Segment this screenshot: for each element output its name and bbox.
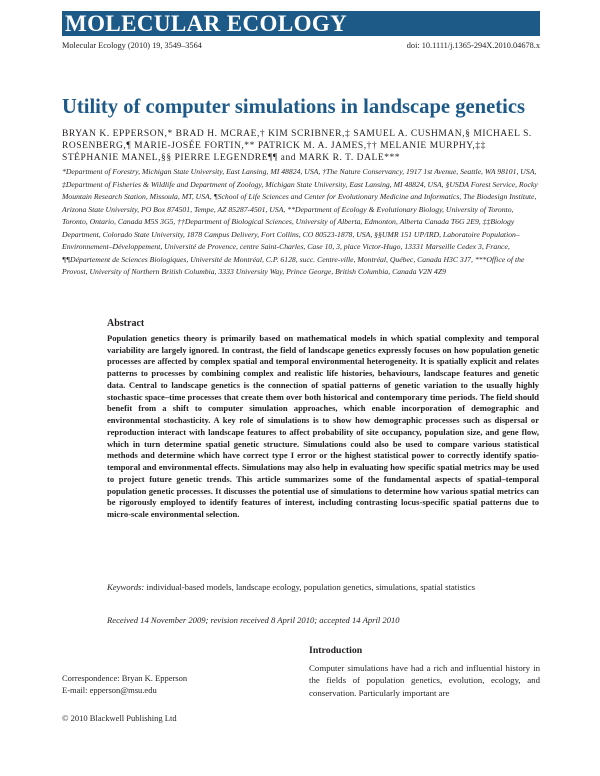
introduction-text: Computer simulations have had a rich and influential history in the fields of population genetics, evolution, ecology, and conservation. Particularly important are <box>309 663 540 698</box>
affiliations: *Department of Forestry, Michigan State University, East Lansing, MI 48824, USA, †The Nature Conservancy, 1917 1st Avenue, Seattle, WA 98101, USA, ‡Department of Fisheries & Wildlife and Department of Zoology, Michigan State University, East Lansing, MI 48824, USA, §USDA Forest Service, Rocky Mountain Research Station, Missoula, MT, USA, ¶School of Life Sciences and Center for Evolutionary Medicine and Informatics, The Biodesign Institute, Arizona State University, PO Box 874501, Tempe, AZ 85287-4501, USA, **Department of Ecology & Evolutionary Biology, University of Toronto, Toronto, Ontario, Canada M5S 3G5, ††Department of Biological Sciences, University of Alberta, Edmonton, Alberta Canada T6G 2E9, ‡‡Biology Department, Colorado State University, 1878 Campus Delivery, Fort Collins, CO 80523-1878, USA, §§UMR 151 UP/IRD, Laboratoire Population–Environnement–Développement, Université de Provence, centre Saint-Charles, Case 10, 3, place Victor-Hugo, 13331 Marseille Cedex 3, France, ¶¶Département de Sciences Biologiques, Université de Montréal, C.P. 6128, succ. Centre-ville, Montréal, Québec, Canada H3C 3J7, ***Office of the Provost, University of Northern British Columbia, 3333 University Way, Prince George, British Columbia, Canada V2N 4Z9 <box>62 167 538 277</box>
introduction-heading: Introduction <box>309 645 363 656</box>
abstract-text: Population genetics theory is primarily based on mathematical models in which spatial complexity and temporal variability are largely ignored. In contrast, the field of landscape genetics expressly focuses on how population genetic processes are affected by complex spatial and temporal environmental heterogeneity. It is spatially explicit and relates patterns to processes by combining complex and realistic life histories, behaviours, landscape features and genetic data. Central to landscape genetics is the connection of spatial patterns of genetic variation to the usually highly stochastic space–time processes that create them over both historical and contemporary time periods. The field should benefit from a shift to computer simulation approaches, which enable incorporation of demographic and environmental stochasticity. A key role of simulations is to show how demographic processes such as dispersal or reproduction interact with landscape features to affect probability of site occupancy, population size, and gene flow, which in turn determine spatial genetic structure. Simulations could also be used to compare various statistical methods and determine which have correct type I error or the highest statistical power to correctly identify spatio-temporal and environmental effects. Simulations may also help in evaluating how specific spatial metrics may be used to project future genetic trends. This article summarizes some of the fundamental aspects of spatial–temporal population genetic processes. It discusses the potential use of simulations to determine how various spatial metrics can be rigorously employed to identify features of interest, including contrasting locus-specific spatial patterns due to micro-scale environmental selection. <box>107 333 539 520</box>
article-title: Utility of computer simulations in landscape genetics <box>62 96 525 118</box>
keywords <box>107 582 539 594</box>
journal-banner: MOLECULAR ECOLOGY <box>62 11 540 36</box>
doi[interactable]: doi: 10.1111/j.1365-294X.2010.04678.x <box>406 41 540 50</box>
journal-citation: Molecular Ecology (2010) 19, 3549–3564 <box>62 41 202 50</box>
citation-line <box>62 41 540 50</box>
copyright: © 2010 Blackwell Publishing Ltd <box>62 713 177 723</box>
correspondence <box>62 673 187 696</box>
received-dates: Received 14 November 2009; revision received 8 April 2010; accepted 14 April 2010 <box>107 615 400 625</box>
abstract-heading: Abstract <box>107 318 145 329</box>
correspondence-email[interactable]: E-mail: epperson@msu.edu <box>62 684 157 695</box>
keywords-label: Keywords: <box>107 582 145 592</box>
keywords-list: individual-based models, landscape ecology, population genetics, simulations, spatial statistics <box>146 582 476 592</box>
author-list: BRYAN K. EPPERSON,* BRAD H. MCRAE,† KIM SCRIBNER,‡ SAMUEL A. CUSHMAN,§ MICHAEL S. ROSENBERG,¶ MARIE-JOSÉE FORTIN,** PATRICK M. A. JAMES,†† MELANIE MURPHY,‡‡ STÉPHANIE MANEL,§§ PIERRE LEGENDRE¶¶ and MARK R. T. DALE*** <box>62 129 532 163</box>
correspondence-name: Correspondence: Bryan K. Epperson <box>62 673 188 683</box>
